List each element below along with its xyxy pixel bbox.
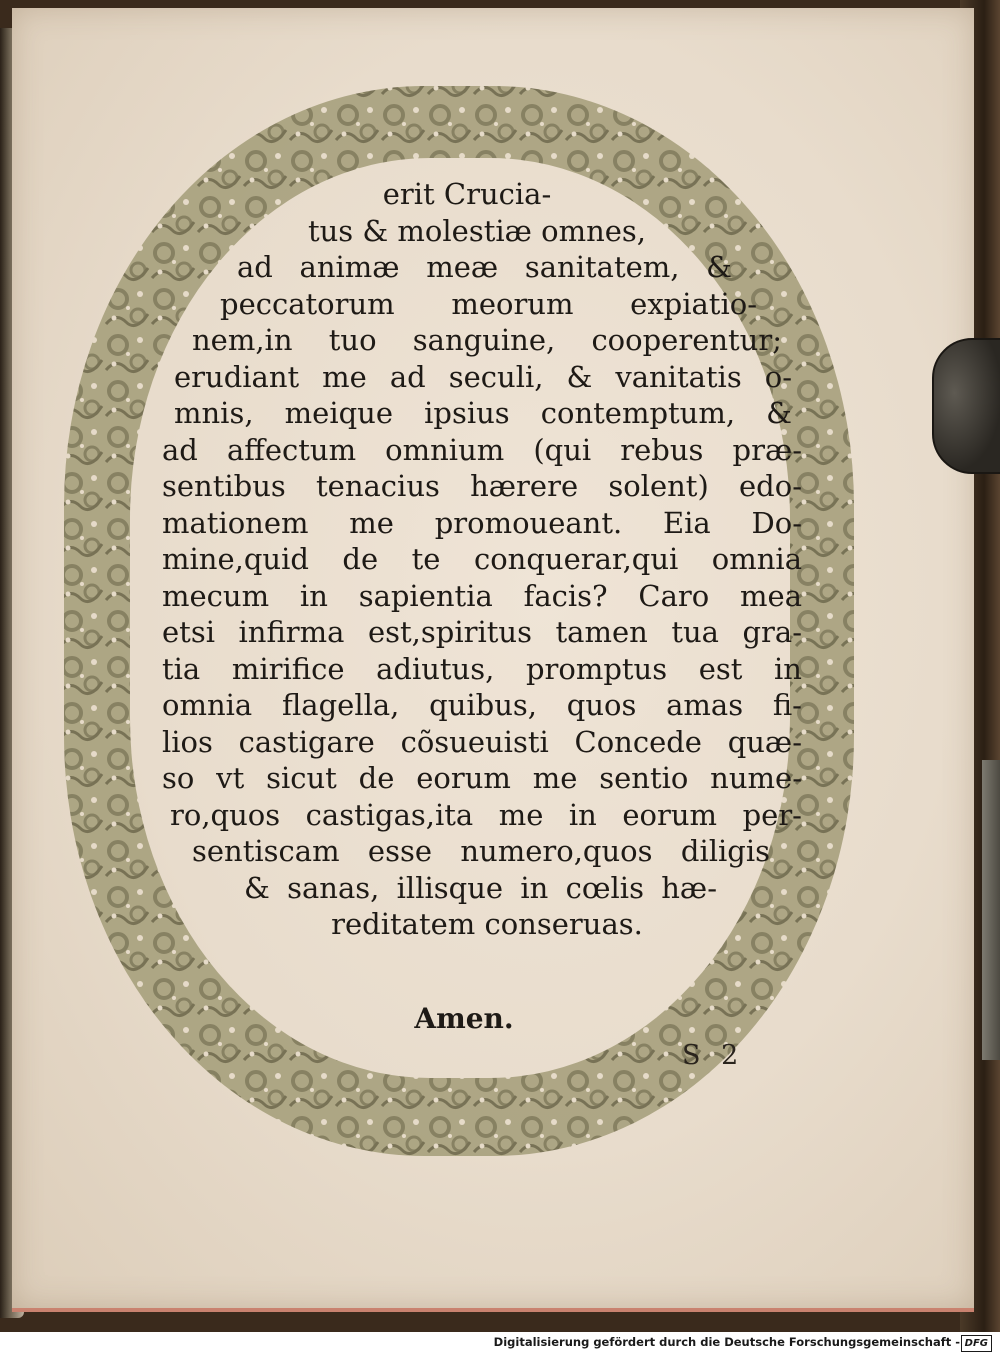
text-line: mecum in sapientia facis? Caro mea	[162, 578, 802, 613]
text-line: ad affectum omnium (qui rebus præ-	[162, 432, 802, 467]
closing-amen: Amen.	[414, 1002, 514, 1035]
text-line: omnia flagella, quibus, quos amas fi-	[162, 688, 802, 722]
footer-bar	[0, 1332, 1000, 1354]
text-line: ad animæ meæ sanitatem, &	[237, 250, 732, 284]
text-line: nem,in tuo sanguine, cooperentur;	[192, 323, 782, 357]
clasp-strap	[982, 760, 1000, 1060]
text-line: mnis, meique ipsius contemptum, &	[174, 396, 792, 430]
text-line: sentiscam esse numero,quos diligis	[192, 834, 770, 868]
text-line: ro,quos castigas,ita me in eorum per-	[170, 797, 802, 832]
text-line: tus & molestiæ omnes,	[307, 213, 647, 248]
signature-mark: S 2	[682, 1040, 745, 1071]
text-line: erudiant me ad seculi, & vanitatis o-	[174, 359, 792, 394]
text-line: mationem me promoueant. Eia Do-	[162, 505, 802, 540]
text-line: erit Crucia-	[382, 177, 552, 211]
text-line: tia mirifice adiutus, promptus est in	[162, 651, 802, 686]
text-line: mine,quid de te conquerar,qui omnia	[162, 542, 802, 576]
dfg-logo: DFG	[961, 1335, 992, 1352]
text-line: so vt sicut de eorum me sentio nume-	[162, 761, 802, 795]
funding-credit: Digitalisierung gefördert durch die Deutsche Forschungsgemeinschaft -	[493, 1335, 960, 1349]
prayer-text	[162, 176, 802, 943]
book-page	[12, 8, 974, 1312]
text-line: reditatem conseruas.	[331, 907, 643, 941]
text-line: lios castigare cõsueuisti Concede quæ-	[162, 724, 802, 759]
text-line: peccatorum meorum expiatio-	[220, 286, 757, 321]
clasp-icon	[932, 338, 1000, 474]
text-line: sentibus tenacius hærere solent) edo-	[162, 469, 802, 503]
text-line: etsi infirma est,spiritus tamen tua gra-	[162, 615, 802, 649]
text-line: & sanas, illisque in cœlis hæ-	[244, 870, 717, 905]
